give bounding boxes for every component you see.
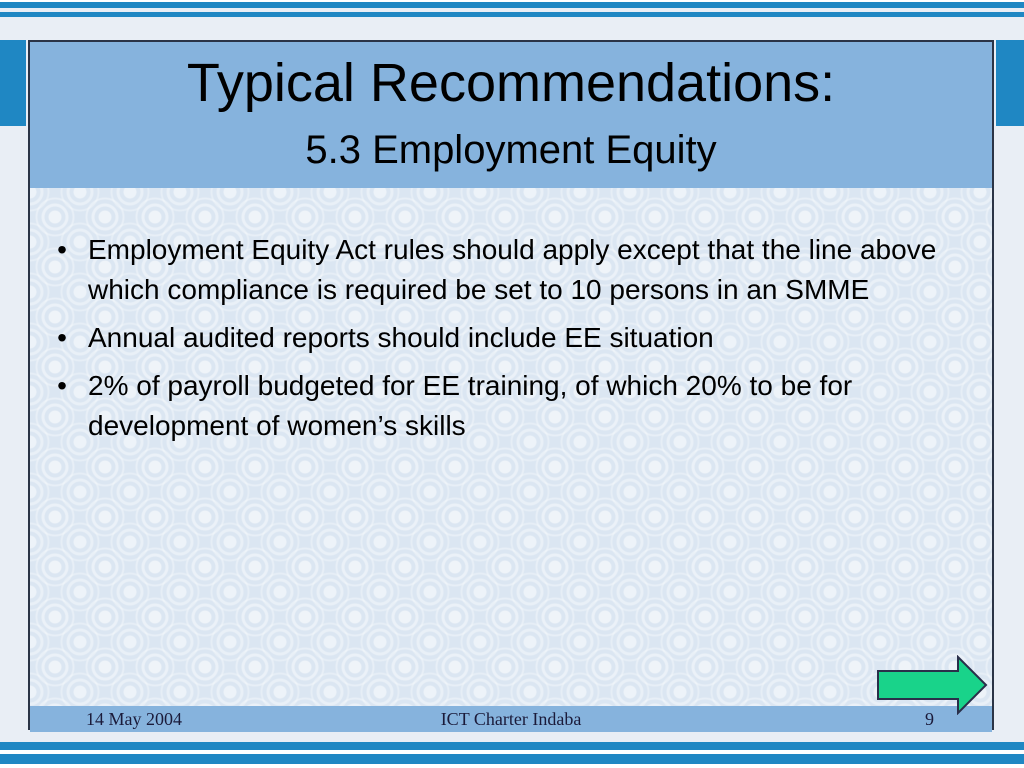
bullet-list xyxy=(48,230,968,454)
bullet-text: Employment Equity Act rules should apply except that the line above which compliance is required be set to 10 persons in an SMME xyxy=(88,234,937,305)
slide-title: Typical Recommendations: xyxy=(186,53,836,113)
right-arrow-icon xyxy=(876,655,990,715)
bullet-dot: • xyxy=(57,322,67,353)
page-number: 9 xyxy=(925,709,934,729)
bullet-item xyxy=(48,366,968,446)
bullet-text: 2% of payroll budgeted for EE training, of which 20% to be for development of women’s skills xyxy=(88,370,853,441)
bullet-dot: • xyxy=(57,370,67,401)
bullet-dot: • xyxy=(57,234,67,265)
bottom-stripe xyxy=(0,742,1024,768)
left-side-block xyxy=(0,40,26,126)
bullet-item xyxy=(48,230,968,310)
bullet-text: Annual audited reports should include EE situation xyxy=(88,322,714,353)
bullet-item xyxy=(48,318,968,358)
slide-subtitle: 5.3 Employment Equity xyxy=(305,128,717,172)
footer-center-text: ICT Charter Indaba xyxy=(440,709,582,729)
top-stripe xyxy=(0,0,1024,10)
right-side-block xyxy=(996,40,1024,126)
slide-frame xyxy=(28,40,994,730)
next-slide-button[interactable] xyxy=(876,655,990,715)
footer-date: 14 May 2004 xyxy=(86,709,182,729)
header-band xyxy=(30,42,992,188)
footer xyxy=(30,706,992,732)
top-stripe-accent xyxy=(0,12,1024,17)
